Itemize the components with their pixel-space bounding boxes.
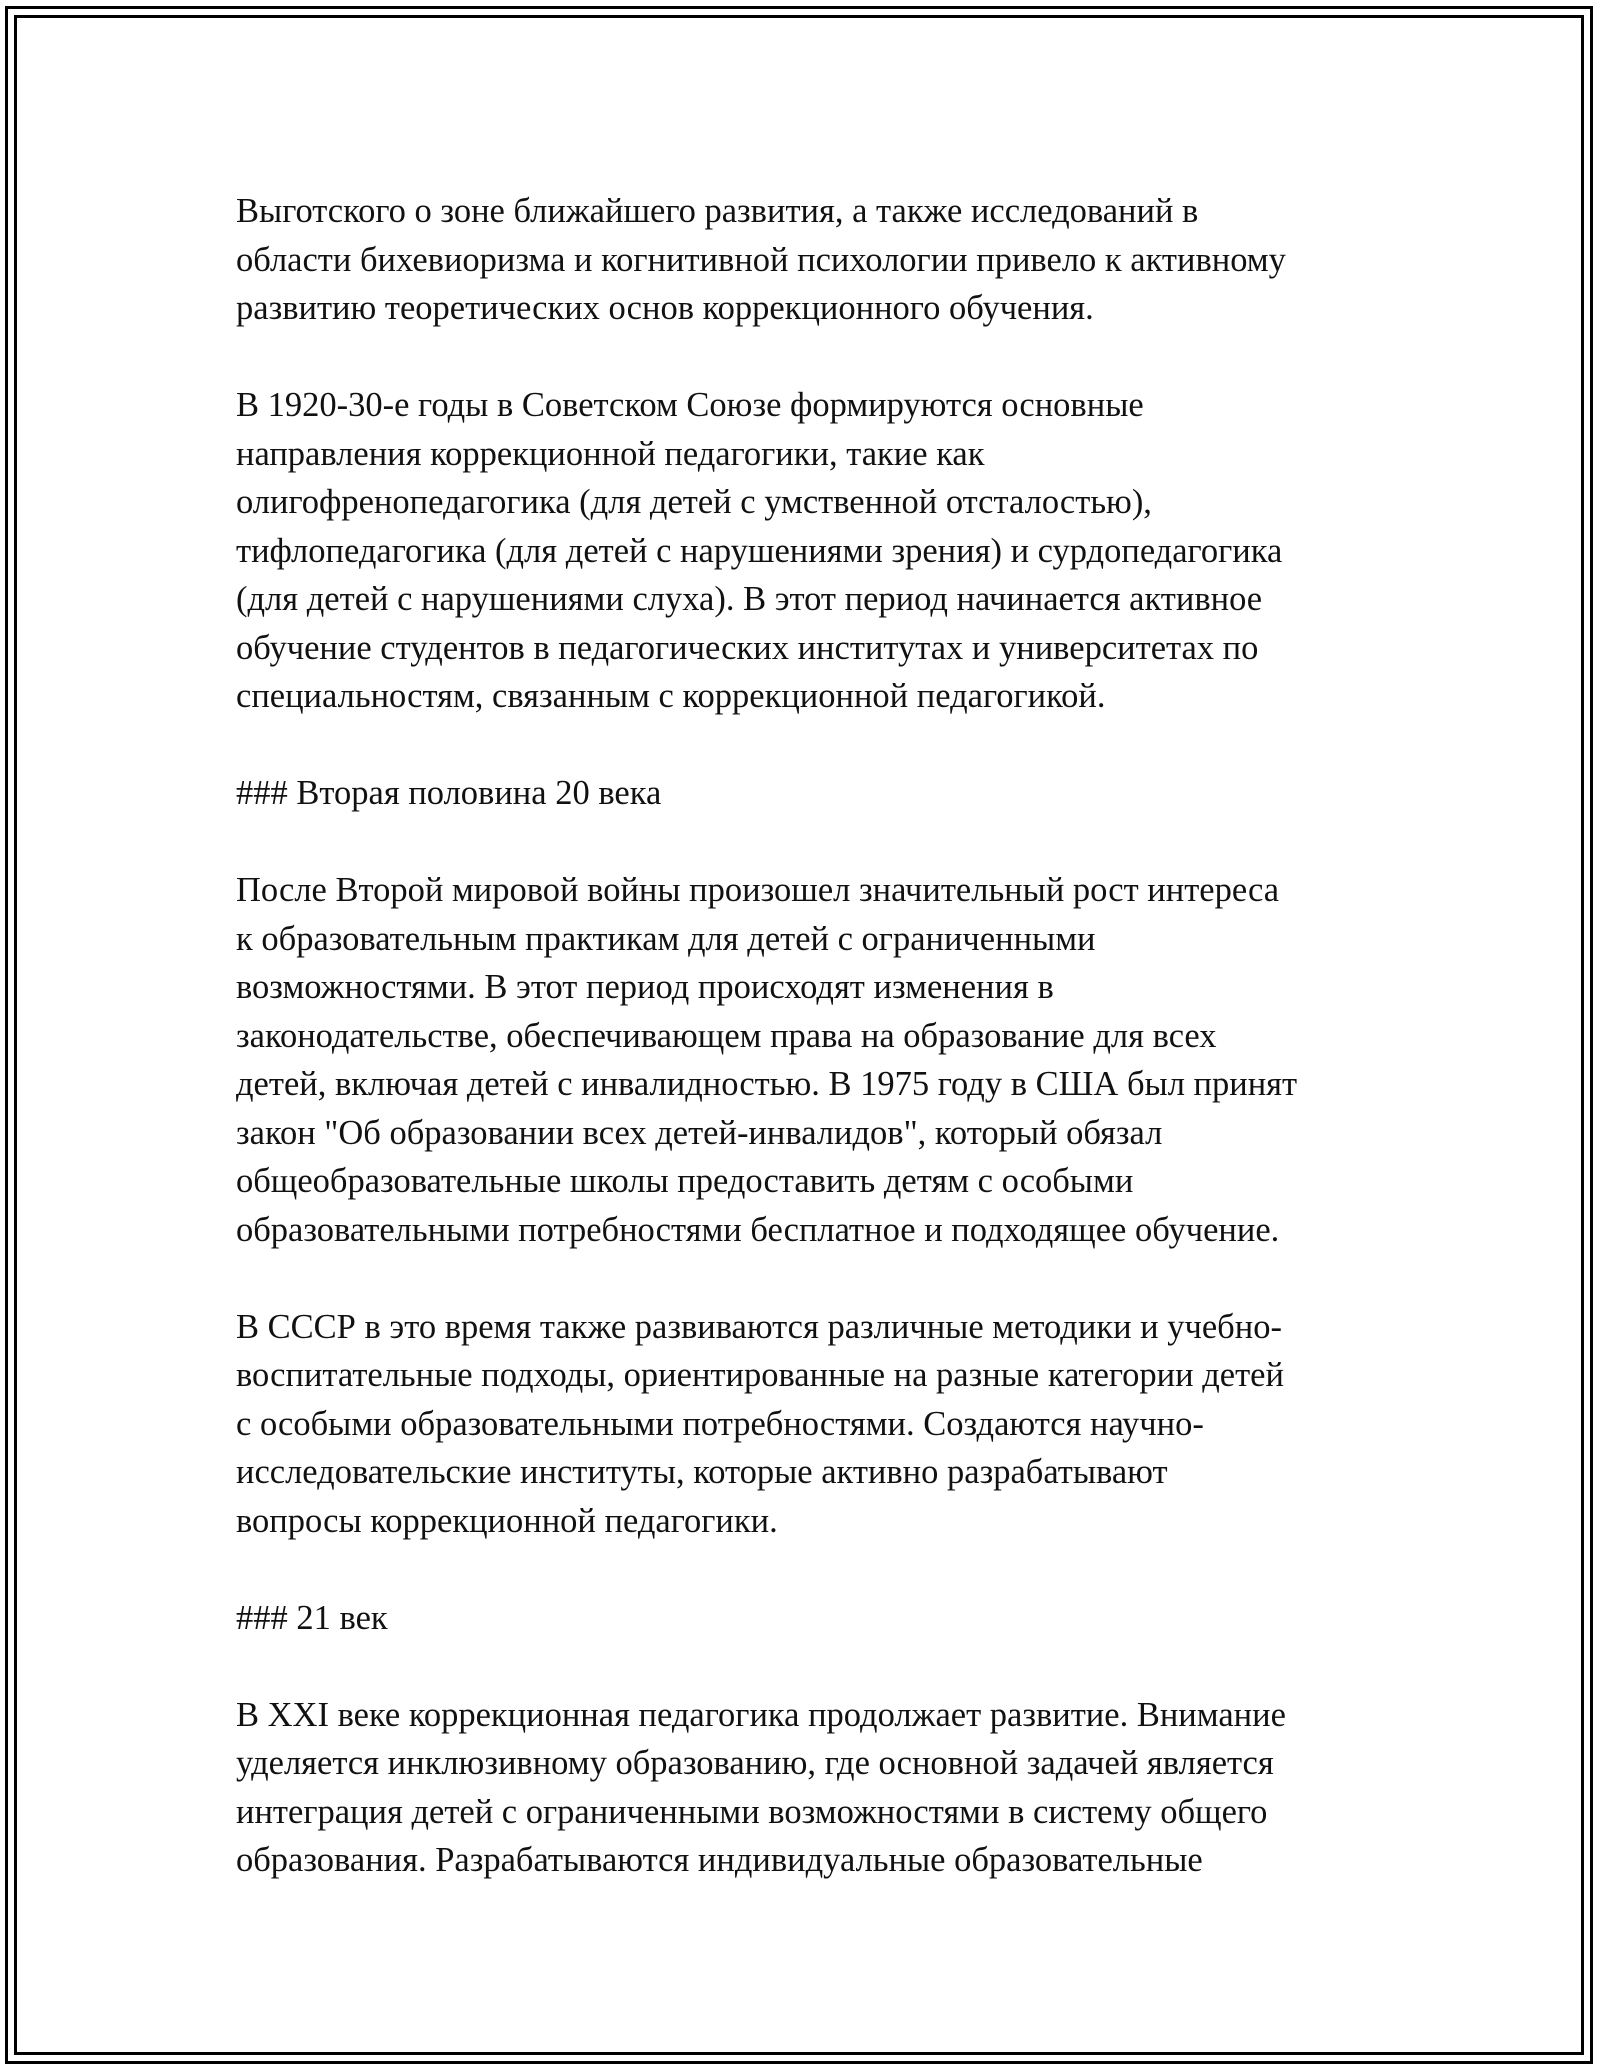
paragraph-ussr-methods: В СССР в это время также развиваются различные методики и учебно- воспитательные подходы, ориентированные на разные категории детей с особыми образовательными потребностями. Создаются научно- исследовательские институты, которые активно разрабатывают вопросы коррекционной педагогики. xyxy=(236,1307,1284,1540)
paragraph-21st-century: В XXI веке коррекционная педагогика продолжает развитие. Внимание уделяется инклюзивному образованию, где основной задачей является интеграция детей с ограниченными возможностями в систему общего образования. Разрабатываются индивидуальные образовательные xyxy=(236,1695,1286,1879)
paragraph-1920s-soviet: В 1920-30-е годы в Советском Союзе формируются основные направления коррекционной педагогики, такие как олигофренопедагогика (для детей с умственной отсталостью), тифлопедагогика (для детей с нарушениями зрения) и сурдопедагогика (для детей с нарушениями слуха). В этот период начинается активное обучение студентов в педагогических институтах и университетах по специальностям, связанным с коррекционной педагогикой. xyxy=(236,386,1283,715)
section-heading-21st-century: ### 21 век xyxy=(236,1598,388,1637)
paragraph-vygotsky: Выготского о зоне ближайшего развития, а также исследований в области бихевиоризма и когнитивной психологии привело к активному развитию теоретических основ коррекционного обучения. xyxy=(236,192,1286,327)
paragraph-post-war: После Второй мировой войны произошел значительный рост интереса к образовательным практикам для детей с ограниченными возможностями. В этот период происходят изменения в законодательстве, обеспечивающем права на образование для всех детей, включая детей с инвалидностью. В 1975 году в США был принят закон "Об образовании всех детей-инвалидов", который обязал общеобразовательные школы предоставить детям с особыми образовательными потребностями бесплатное и подходящее обучение. xyxy=(236,871,1298,1249)
section-heading-second-half-20th-century: ### Вторая половина 20 века xyxy=(236,774,662,812)
document-body xyxy=(236,187,1386,1933)
